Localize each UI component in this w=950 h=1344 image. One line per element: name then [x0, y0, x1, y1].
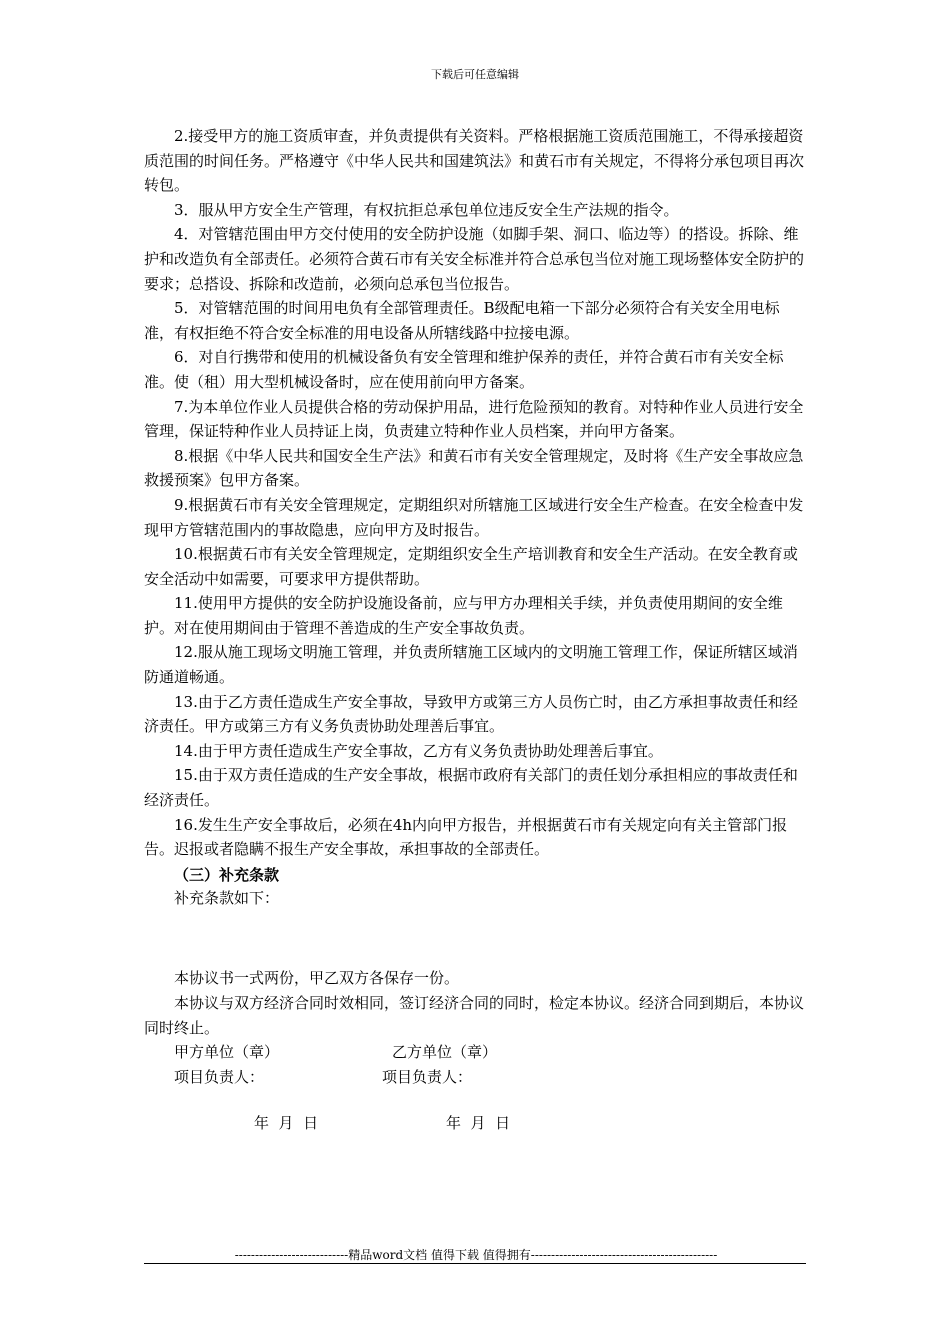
clause-10: 10.根据黄石市有关安全管理规定，定期组织安全生产培训教育和安全生产活动。在安全教育或安全活动中如需要，可要求甲方提供帮助。 [144, 545, 798, 588]
clause-7: 7.为本单位作业人员提供合格的劳动保护用品，进行危险预知的教育。对特种作业人员进行安全管理，保证特种作业人员持证上岗，负责建立特种作业人员档案，并向甲方备案。 [144, 397, 804, 441]
clause-2: 2.接受甲方的施工资质审查，并负责提供有关资料。严格根据施工资质范围施工，不得承接超资质范围的时间任务。严格遵守《中华人民共和国建筑法》和黄石市有关规定，不得将分承包项目再次转包。 [144, 127, 805, 195]
clause-14: 14.由于甲方责任造成生产安全事故，乙方有义务负责协助处理善后事宜。 [174, 741, 663, 760]
party-b-date: 年 月 日 [446, 1114, 511, 1133]
clause-5: 5．对管辖范围的时间用电负有全部管理责任。B级配电箱一下部分必须符合有关安全用电标准，有权拒绝不符合安全标准的用电设备从所辖线路中拉接电源。 [144, 299, 780, 342]
footer-rule [144, 1263, 806, 1264]
party-b-unit: 乙方单位（章） [392, 1043, 498, 1062]
page-header: 下载后可任意编辑 [431, 68, 519, 81]
clause-15: 15.由于双方责任造成的生产安全事故，根据市政府有关部门的责任划分承担相应的事故责任和经济责任。 [144, 766, 798, 810]
clause-8: 8.根据《中华人民共和国安全生产法》和黄石市有关安全管理规定，及时将《生产安全事故应急救援预案》包甲方备案。 [144, 446, 804, 490]
section-heading: （三）补充条款 [174, 865, 280, 884]
signature-blank-space [144, 1089, 808, 1111]
party-a-date: 年 月 日 [254, 1114, 319, 1133]
clause-4: 4．对管辖范围由甲方交付使用的安全防护设施（如脚手架、洞口、临边等）的搭设。拆除、维护和改造负有全部责任。必须符合黄石市有关安全标准并符合总承包当位对施工现场整体安全防护的要求；总搭设、拆除和改造前，必须向总承包当位报告。 [144, 225, 805, 293]
supplement-blank-space [144, 910, 808, 966]
signature-manager-row [144, 1065, 808, 1090]
document-body [144, 124, 808, 1136]
supplement-intro: 补充条款如下： [174, 888, 280, 907]
clause-6: 6．对自行携带和使用的机械设备负有安全管理和维护保养的责任，并符合黄石市有关安全标准。使（租）用大型机械设备时，应在使用前向甲方备案。 [144, 348, 784, 391]
clause-13: 13.由于乙方责任造成生产安全事故，导致甲方或第三方人员伤亡时，由乙方承担事故责任和经济责任。甲方或第三方有义务负责协助处理善后事宜。 [144, 692, 798, 736]
clause-11: 11.使用甲方提供的安全防护设施设备前，应与甲方办理相关手续，并负责使用期间的安全维护。对在使用期间由于管理不善造成的生产安全事故负责。 [144, 594, 783, 637]
closing-copies: 本协议书一式两份，甲乙双方各保存一份。 [174, 969, 460, 988]
closing-validity: 本协议与双方经济合同时效相同，签订经济合同的同时，检定本协议。经济合同到期后，本协议同时终止。 [144, 994, 805, 1037]
page-footer: ----------------------------精品word文档 值得下载 值得拥有---------------------------------------------- [234, 1248, 718, 1262]
clause-3: 3．服从甲方安全生产管理，有权抗拒总承包单位违反安全生产法规的指令。 [174, 200, 679, 219]
signature-date-row [144, 1111, 808, 1136]
clause-16: 16.发生生产安全事故后，必须在4h内向甲方报告，并根据黄石市有关规定向有关主管部门报告。迟报或者隐瞒不报生产安全事故，承担事故的全部责任。 [144, 815, 788, 859]
clause-12: 12.服从施工现场文明施工管理，并负责所辖施工区域内的文明施工管理工作，保证所辖区域消防通道畅通。 [144, 643, 798, 687]
party-a-unit: 甲方单位（章） [174, 1043, 280, 1062]
party-a-manager: 项目负责人： [174, 1067, 265, 1086]
party-b-manager: 项目负责人： [382, 1067, 473, 1086]
signature-unit-row [144, 1040, 808, 1065]
clause-9: 9.根据黄石市有关安全管理规定，定期组织对所辖施工区域进行安全生产检查。在安全检查中发现甲方管辖范围内的事故隐患，应向甲方及时报告。 [144, 495, 804, 539]
